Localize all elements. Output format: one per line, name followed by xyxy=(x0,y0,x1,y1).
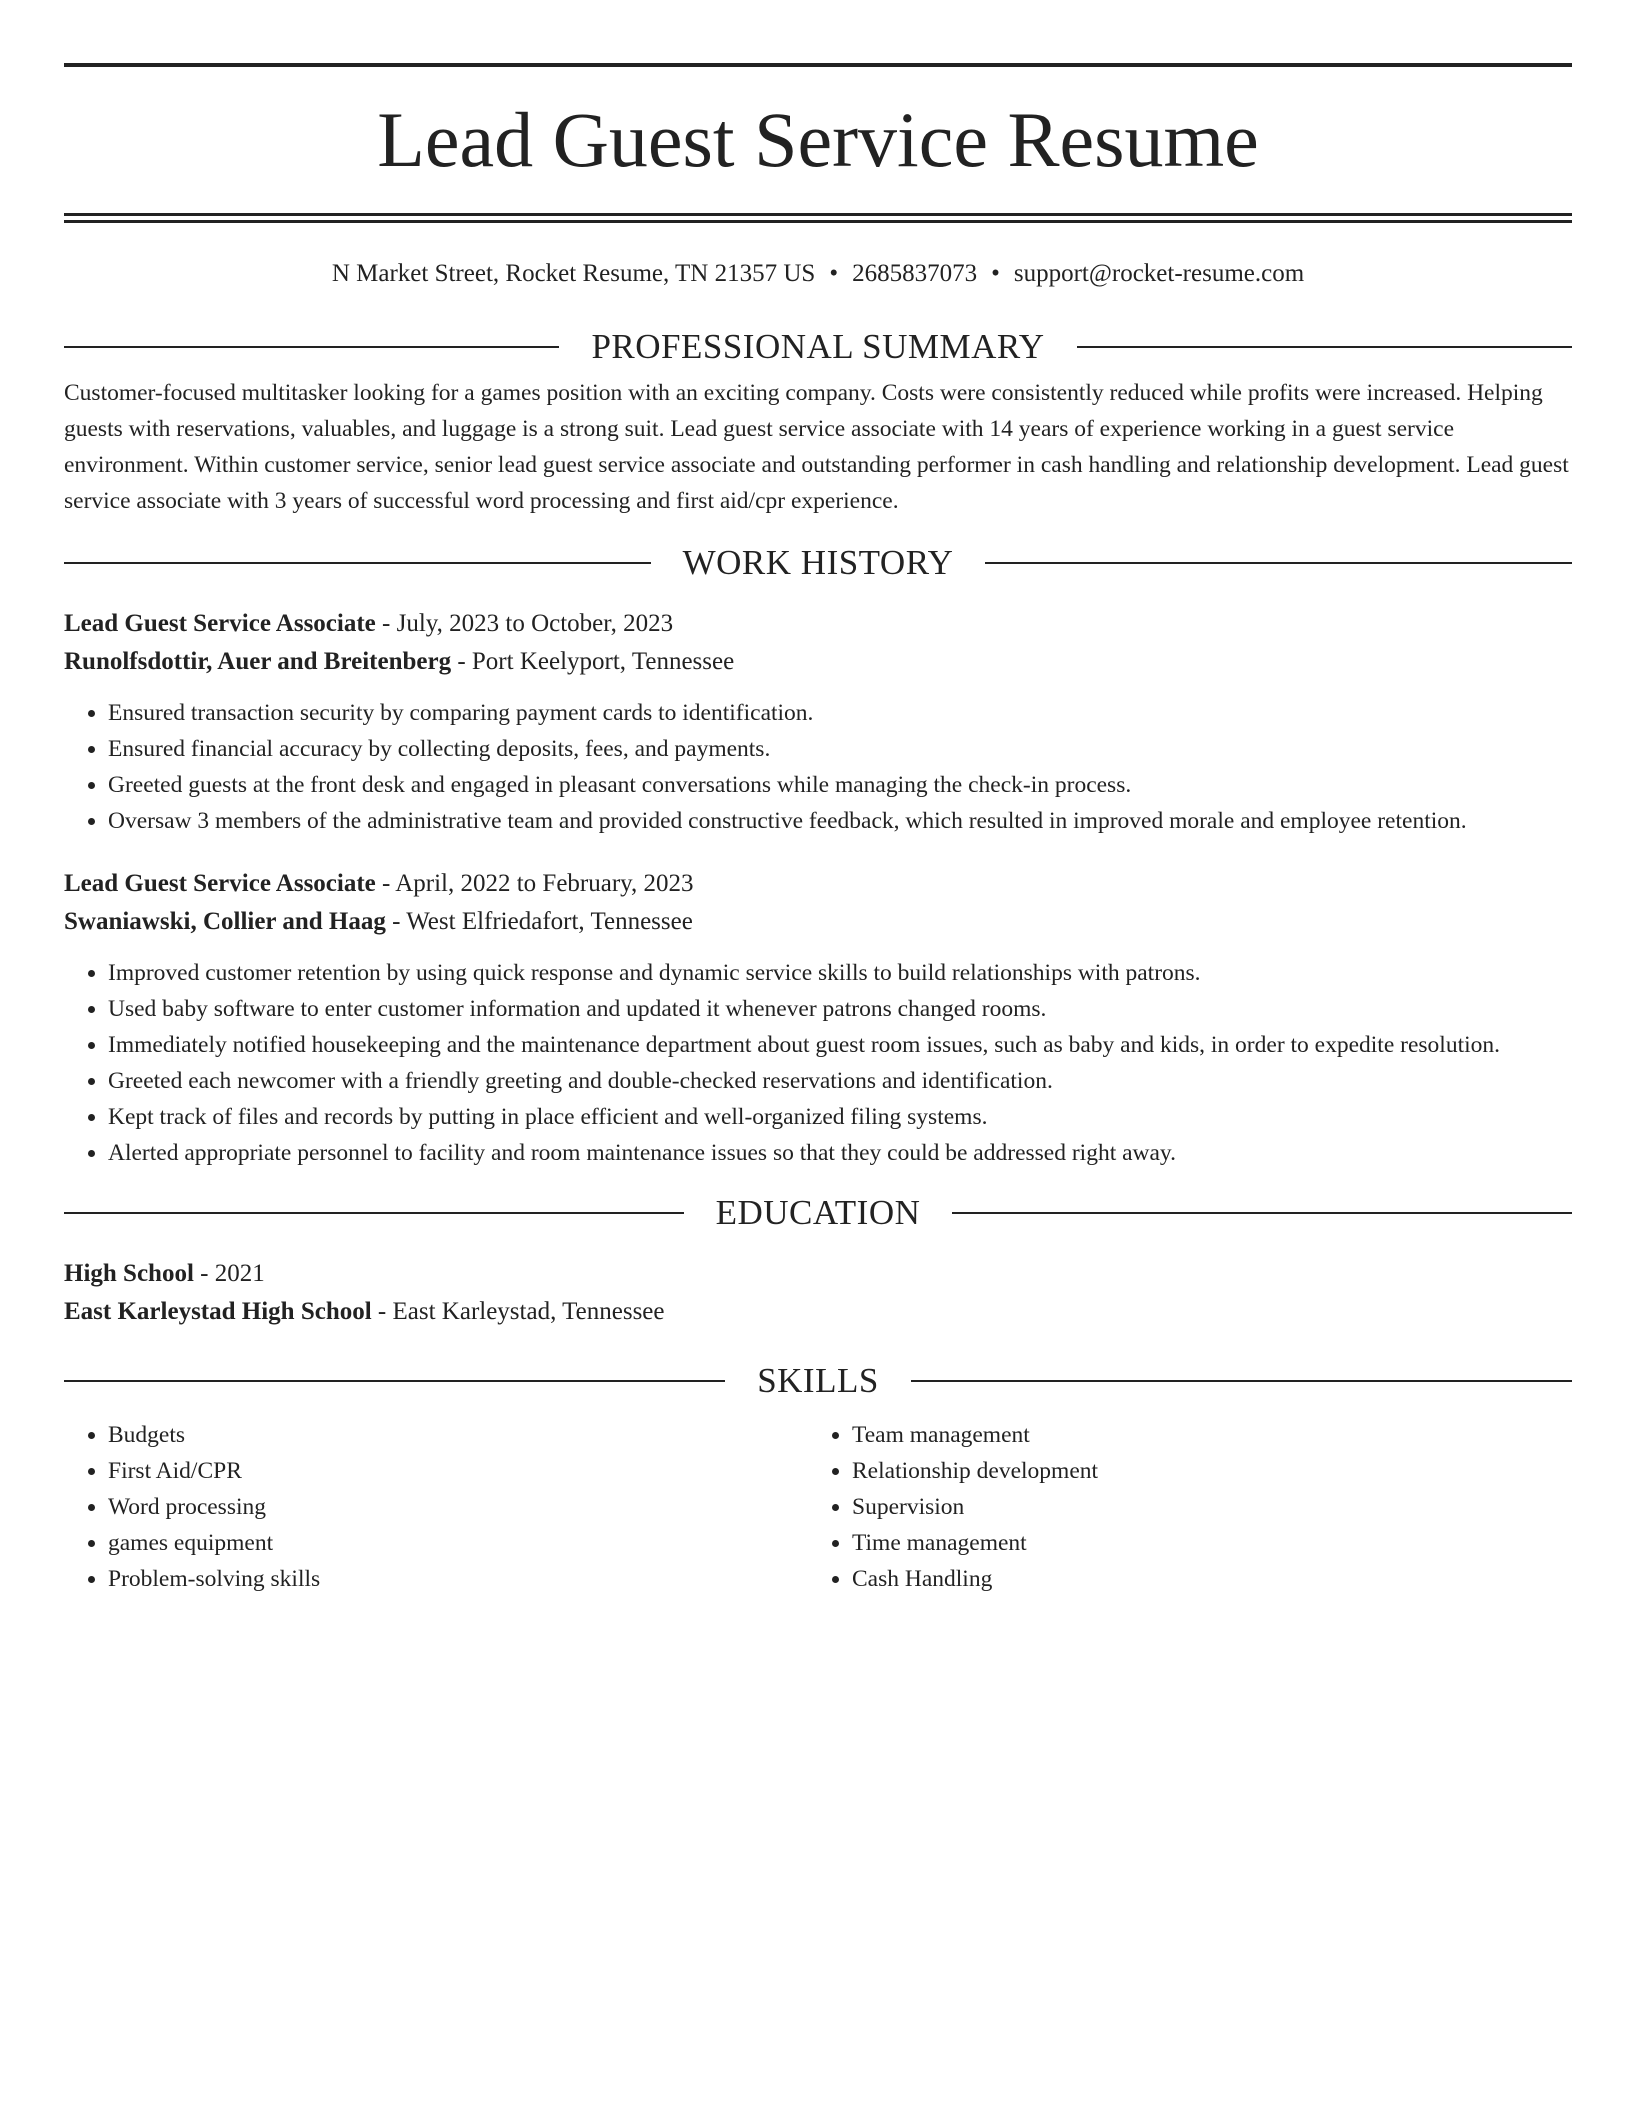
section-rule-right xyxy=(985,562,1572,564)
job-title: Lead Guest Service Associate xyxy=(64,610,376,637)
list-item: • Greeted guests at the front desk and engaged in pleasant conversations while managing the check-in process. xyxy=(108,767,1572,803)
section-title-work: WORK HISTORY xyxy=(682,543,954,582)
education-school-line xyxy=(64,1293,1572,1331)
resume-title: Lead Guest Service Resume xyxy=(377,96,1259,183)
job-location: - West Elfriedafort, Tennessee xyxy=(385,908,693,935)
list-item: • Alerted appropriate personnel to facility and room maintenance issues so that they could be addressed right away. xyxy=(108,1135,1572,1171)
list-item: • Time management xyxy=(852,1525,1572,1561)
list-item: • Immediately notified housekeeping and the maintenance department about guest room issues, such as baby and kids, in order to expedite resolution. xyxy=(108,1027,1572,1063)
skills-columns xyxy=(64,1417,1572,1597)
section-rule-right xyxy=(952,1212,1572,1214)
list-item: • Cash Handling xyxy=(852,1561,1572,1597)
resume-page xyxy=(64,63,1572,1597)
job-title-line xyxy=(64,605,1572,643)
top-rule xyxy=(64,63,1572,67)
list-item: • Relationship development xyxy=(852,1453,1572,1489)
list-item: • Oversaw 3 members of the administrative team and provided constructive feedback, which resulted in improved morale and employee retention. xyxy=(108,803,1572,839)
section-header-work xyxy=(64,543,1572,583)
education-school: East Karleystad High School xyxy=(64,1298,372,1325)
section-rule-left xyxy=(64,1212,684,1214)
section-rule-right xyxy=(911,1380,1572,1382)
section-title-education: EDUCATION xyxy=(715,1193,921,1232)
job-bullets xyxy=(64,695,1572,839)
job-bullets xyxy=(64,955,1572,1171)
list-item: • Problem-solving skills xyxy=(108,1561,808,1597)
list-item: • Used baby software to enter customer information and updated it whenever patrons changed rooms. xyxy=(108,991,1572,1027)
job-dates: - July, 2023 to October, 2023 xyxy=(375,610,674,637)
section-rule-right xyxy=(1077,346,1572,348)
section-rule-left xyxy=(64,1380,725,1382)
section-title-skills: SKILLS xyxy=(757,1361,879,1400)
contact-phone: 2685837073 xyxy=(852,260,978,287)
job-company-line xyxy=(64,903,1572,941)
education-degree-line xyxy=(64,1255,1572,1293)
contact-separator: • xyxy=(829,260,839,287)
list-item: • Ensured financial accuracy by collecting deposits, fees, and payments. xyxy=(108,731,1572,767)
education-location: - East Karleystad, Tennessee xyxy=(371,1298,665,1325)
section-rule-left xyxy=(64,346,559,348)
list-item: • Improved customer retention by using quick response and dynamic service skills to build relationships with patrons. xyxy=(108,955,1572,991)
section-title-summary: PROFESSIONAL SUMMARY xyxy=(591,327,1045,366)
list-item: • First Aid/CPR xyxy=(108,1453,808,1489)
job-company: Runolfsdottir, Auer and Breitenberg xyxy=(64,648,452,675)
contact-line xyxy=(64,259,1572,289)
contact-separator: • xyxy=(991,260,1000,287)
section-header-education xyxy=(64,1193,1572,1233)
education-entry xyxy=(64,1255,1572,1331)
job-company: Swaniawski, Collier and Haag xyxy=(64,908,386,935)
contact-address: N Market Street, Rocket Resume, TN 21357 US xyxy=(331,260,816,287)
list-item: • games equipment xyxy=(108,1525,808,1561)
list-item: • Supervision xyxy=(852,1489,1572,1525)
job-location: - Port Keelyport, Tennessee xyxy=(451,648,735,675)
job-entry-1 xyxy=(64,605,1572,839)
job-company-line xyxy=(64,643,1572,681)
contact-email: support@rocket-resume.com xyxy=(1013,260,1305,287)
list-item: • Budgets xyxy=(108,1417,808,1453)
section-rule-left xyxy=(64,562,651,564)
summary-text: Customer-focused multitasker looking for a games position with an exciting company. Costs were consistently reduced while profits were increased. Helping guests with reservations, valuables, and luggage is a strong suit. Lead guest service associate with 14 years of experience working in a guest service environment. Within customer service, senior lead guest service associate and outstanding performer in cash handling and relationship development. Lead guest service associate with 3 years of successful word processing and first aid/cpr experience. xyxy=(64,380,1569,514)
education-degree: High School xyxy=(64,1260,194,1287)
section-header-skills xyxy=(64,1361,1572,1401)
education-year: - 2021 xyxy=(193,1260,265,1287)
job-title: Lead Guest Service Associate xyxy=(64,870,376,897)
list-item: • Word processing xyxy=(108,1489,808,1525)
job-entry-2 xyxy=(64,865,1572,1171)
job-dates: - April, 2022 to February, 2023 xyxy=(375,870,694,897)
list-item: • Greeted each newcomer with a friendly greeting and double-checked reservations and identification. xyxy=(108,1063,1572,1099)
list-item: • Ensured transaction security by comparing payment cards to identification. xyxy=(108,695,1572,731)
skills-list-left xyxy=(64,1417,808,1597)
list-item: • Kept track of files and records by putting in place efficient and well-organized filing systems. xyxy=(108,1099,1572,1135)
section-header-summary xyxy=(64,327,1572,367)
list-item: • Team management xyxy=(852,1417,1572,1453)
job-title-line xyxy=(64,865,1572,903)
skills-list-right xyxy=(808,1417,1572,1597)
title-double-rule xyxy=(64,213,1572,223)
